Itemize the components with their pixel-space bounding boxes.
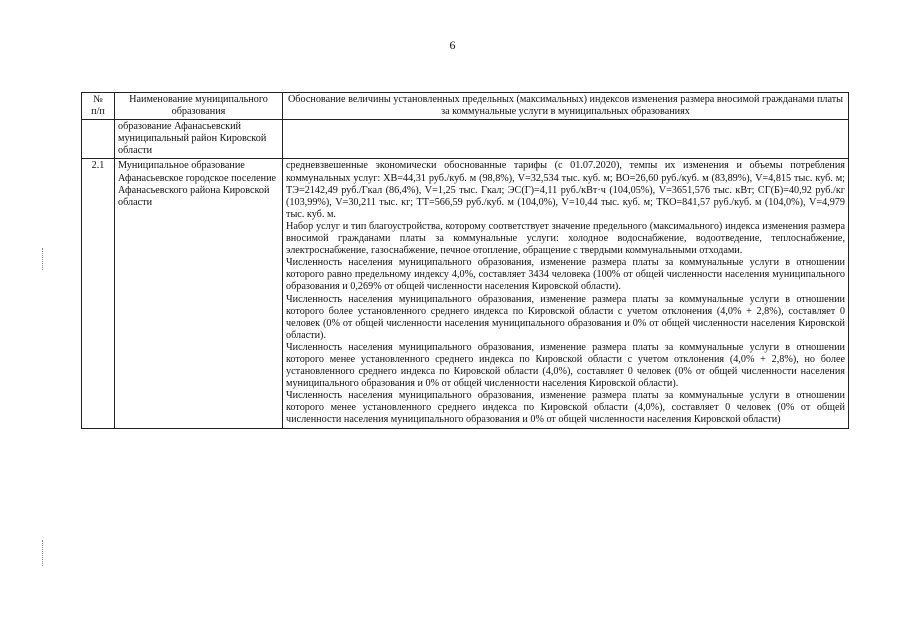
tariff-index-table [81,92,849,429]
paragraph-tariffs: средневзвешенные экономически обоснованные тарифы (с 01.07.2020), темпы их изменения и объемы потребления коммунальных услуг: ХВ=44,31 руб./куб. м (98,8%), V=32,534 тыс. куб. м; ВО=26,60 руб./куб. м (83,89%), V=4,815 тыс. куб. м; ТЭ=2142,49 руб./Гкал (86,4%), V=1,25 тыс. Гкал; ЭС(Г)=4,11 руб./кВт·ч (104,05%), V=3651,576 тыс. кВт; СГ(Б)=40,92 руб./кг (103,99%), V=30,211 тыс. кг; ТТ=566,59 руб./куб. м (104,0%), V=10,44 тыс. куб. м; ТКО=841,57 руб./куб. м (104,0%), V=4,979 тыс. куб. м. [286,160,845,220]
header-municipality-name: Наименование муниципального образования [115,93,283,120]
cell-number [82,120,115,159]
scan-artifact [42,248,44,270]
page-number: 6 [449,38,456,52]
table-row [82,159,849,428]
paragraph-service-set: Набор услуг и тип благоустройства, которому соответствует значение предельного (максимального) индекса изменения размера вносимой гражданами платы за коммунальные услуги: холодное водоснабжение, водоотведение, теплоснабжение, электроснабжение, газоснабжение, печное отопление, обращение с твердыми коммунальными отходами. [286,220,845,257]
scan-artifact [42,540,44,566]
cell-number: 2.1 [82,159,115,428]
cell-justification [283,120,849,159]
cell-municipality-name: Муниципальное образование Афанасьевское городское поселение Афанасьевского района Кировской области [115,159,283,428]
header-number: № п/п [82,93,115,120]
paragraph-population-below: Численность населения муниципального образования, изменение размера платы за коммунальные услуги в отношении которого менее установленного среднего индекса по Кировской области (4,0%), составляет 0 человек (0% от общей численности населения муниципального образования и 0% от общей численности населения Кировской области) [286,390,845,426]
cell-municipality-name: образование Афанасьевский муниципальный район Кировской области [115,120,283,159]
cell-justification [283,159,849,428]
paragraph-population-equal: Численность населения муниципального образования, изменение размера платы за коммунальные услуги в отношении которого равно предельному индексу 4,0%, составляет 3434 человека (100% от общей численности населения муниципального образования и 0,269% от общей численности населения Кировской области). [286,257,845,293]
table-row-continuation [82,120,849,159]
header-justification: Обоснование величины установленных предельных (максимальных) индексов изменения размера вносимой гражданами платы за коммунальные услуги в муниципальных образованиях [283,93,849,120]
paragraph-population-between: Численность населения муниципального образования, изменение размера платы за коммунальные услуги в отношении которого менее установленного среднего индекса по Кировской области с учетом отклонения (4,0% + 2,8%), но более установленного среднего индекса по Кировской области (4,0%), составляет 0 человек (0% от общей численности населения муниципального образования и 0% от общей численности населения Кировской области). [286,341,845,390]
table-header-row [82,93,849,120]
paragraph-population-above: Численность населения муниципального образования, изменение размера платы за коммунальные услуги в отношении которого более установленного среднего индекса по Кировской области с учетом отклонения (4,0% + 2,8%), составляет 0 человек (0% от общей численности населения муниципального образования и 0% от общей численности населения Кировской области). [286,293,845,341]
